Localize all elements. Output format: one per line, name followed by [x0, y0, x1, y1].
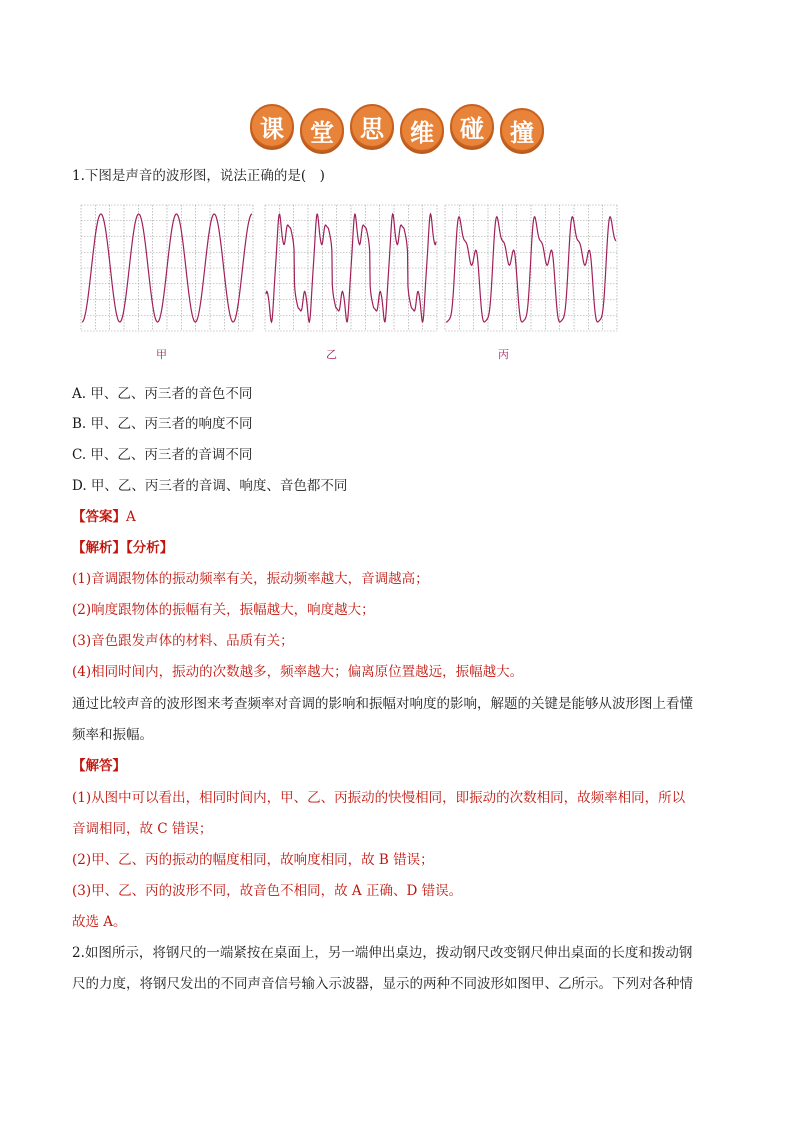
option-d: D. 甲、乙、丙三者的音调、响度、音色都不同 [72, 478, 348, 494]
figure-label-jia: 甲 [156, 348, 167, 361]
analysis-line: (3)音色跟发声体的材料、品质有关； [72, 633, 294, 649]
summary-line: 频率和振幅。 [72, 727, 153, 743]
waveform-figures [80, 204, 620, 364]
analysis-line: (2)响度跟物体的振幅有关，振幅越大，响度越大； [72, 602, 375, 618]
title-banner [0, 104, 794, 152]
title-char: 思 [350, 104, 394, 148]
title-char: 堂 [300, 108, 344, 152]
option-a: A. 甲、乙、丙三者的音色不同 [72, 386, 253, 402]
figure-label-bing: 丙 [498, 348, 509, 361]
title-char: 碰 [450, 104, 494, 148]
answer-value: A [126, 509, 136, 525]
conclusion-line: 故选 A。 [72, 914, 127, 930]
figure-label-yi: 乙 [326, 348, 337, 361]
solution-header: 【解答】 [72, 758, 126, 774]
title-char: 维 [400, 108, 444, 152]
analysis-line: (4)相同时间内，振动的次数越多，频率越大；偏离原位置越远，振幅越大。 [72, 664, 524, 680]
answer-label: 【答案】 [72, 509, 126, 525]
solution-line: (1)从图中可以看出，相同时间内，甲、乙、丙振动的快慢相同，即振动的次数相同，故频率相同，所以 [72, 790, 686, 806]
analysis-line: (1)音调跟物体的振动频率有关，振动频率越大，音调越高； [72, 571, 429, 587]
option-c: C. 甲、乙、丙三者的音调不同 [72, 447, 253, 463]
question2-line: 尺的力度，将钢尺发出的不同声音信号输入示波器，显示的两种不同波形如图甲、乙所示。下列对各种情 [72, 976, 693, 992]
answer-line [72, 507, 136, 527]
solution-line: 音调相同，故 C 错误； [72, 821, 213, 837]
summary-line: 通过比较声音的波形图来考查频率对音调的影响和振幅对响度的影响，解题的关键是能够从波形图上看懂 [72, 696, 693, 712]
option-b: B. 甲、乙、丙三者的响度不同 [72, 416, 253, 432]
waveform-jia [80, 204, 254, 332]
question2-line: 2.如图所示，将钢尺的一端紧按在桌面上，另一端伸出桌边，拨动钢尺改变钢尺伸出桌面的长度和拨动钢 [72, 945, 693, 961]
waveform-yi [264, 204, 438, 332]
waveform-bing [444, 204, 618, 332]
title-char: 课 [250, 104, 294, 148]
solution-line: (2)甲、乙、丙的振动的幅度相同，故响度相同，故 B 错误； [72, 852, 434, 868]
solution-line: (3)甲、乙、丙的波形不同，故音色不相同，故 A 正确、D 错误。 [72, 883, 463, 899]
title-char: 撞 [500, 108, 544, 152]
analysis-header: 【解析】【分析】 [72, 540, 174, 556]
question1-stem: 1.下图是声音的波形图，说法正确的是( ) [72, 168, 325, 184]
